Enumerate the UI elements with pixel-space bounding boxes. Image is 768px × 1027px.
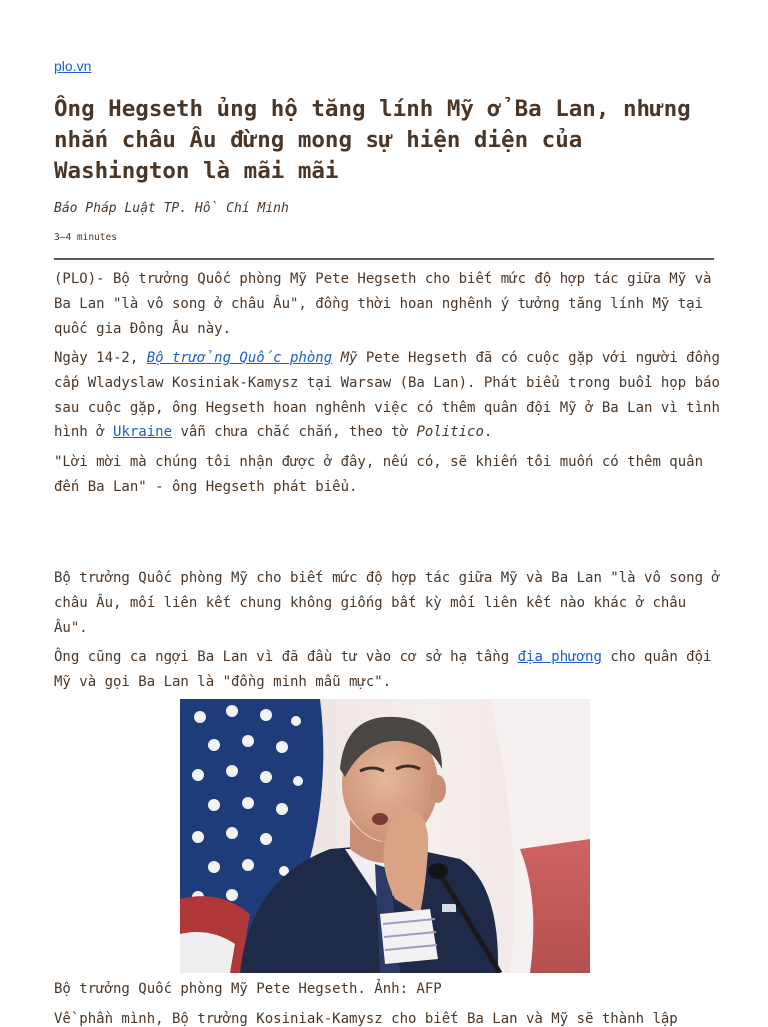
link-local[interactable]: địa phương (517, 649, 602, 665)
paragraph-infrastructure (54, 645, 722, 695)
photo-caption: Bộ trưởng Quốc phòng Mỹ Pete Hegseth. Ảnh: AFP (54, 981, 442, 997)
link-ukraine[interactable]: Ukraine (113, 424, 173, 441)
header-divider (54, 258, 714, 260)
paragraph-text: Ngày 14-2, (54, 350, 147, 366)
paragraph-cooperation: Bộ trưởng Quốc phòng Mỹ cho biết mức độ hợp tác giữa Mỹ và Ba Lan "là vô song ở châu Âu, mối liên kết chung không giống bất kỳ mối liên kết nào khác ở châu Âu". (54, 570, 720, 636)
paragraph-text: Pete Hegseth đã có cuộc gặp với người đồng cấp Wladyslaw Kosiniak-Kamysz tại Warsaw (Ba Lan). Phát biểu trong buổi họp báo sau cuộc gặp, ông Hegseth hoan nghênh việc có thêm quân đội Mỹ ở Ba Lan vì tình hình ở (54, 350, 720, 441)
hegseth-photo-illustration (180, 699, 590, 973)
paragraph-text: cho quân đội Mỹ và gọi Ba Lan là "đồng minh mẫu mực". (54, 649, 712, 690)
paragraph-text: Ông cũng ca ngợi Ba Lan vì đã đầu tư vào cơ sở hạ tầng (54, 649, 518, 665)
source-link[interactable]: plo.vn (54, 58, 92, 74)
read-time: 3–4 minutes (54, 232, 117, 243)
paragraph-intro: (PLO)- Bộ trưởng Quốc phòng Mỹ Pete Hegseth cho biết mức độ hợp tác giữa Mỹ và Ba Lan "là vô song ở châu Âu", đồng thời hoan nghênh ý tưởng tăng lính Mỹ tại quốc gia Đông Âu này. (54, 271, 712, 337)
link-defense-minister[interactable]: Bộ trưởng Quốc phòng (146, 350, 333, 366)
paragraph-text: . (483, 424, 493, 441)
paragraph-text: vẫn chưa chắc chắn, theo tờ (172, 424, 417, 441)
paragraph-text: Mỹ (332, 350, 358, 366)
source-politico: Politico (416, 424, 484, 441)
paragraph-meeting (54, 346, 722, 445)
paragraph-response: Về phần mình, Bộ trưởng Kosiniak-Kamysz cho biết Ba Lan và Mỹ sẽ thành lập (54, 1011, 678, 1027)
publisher-name: Báo Pháp Luật TP. Hồ Chí Minh (54, 201, 289, 216)
article-photo (180, 699, 590, 973)
paragraph-quote: "Lời mời mà chúng tôi nhận được ở đây, nếu có, sẽ khiến tôi muốn có thêm quân đến Ba Lan" - ông Hegseth phát biểu. (54, 454, 704, 495)
article-title: Ông Hegseth ủng hộ tăng lính Mỹ ở Ba Lan, nhưng nhắn châu Âu đừng mong sự hiện diện của Washington là mãi mãi (54, 96, 691, 184)
